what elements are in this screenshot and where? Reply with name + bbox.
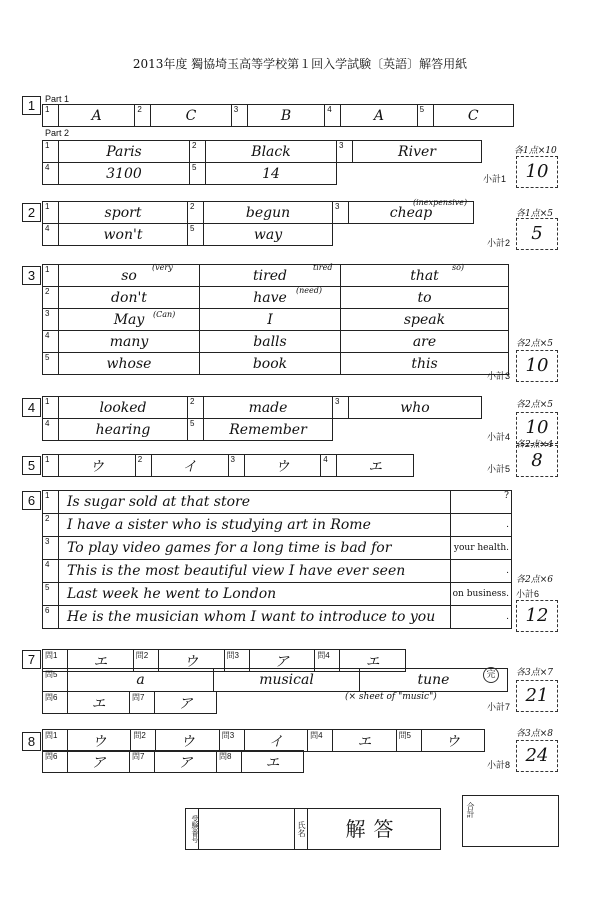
sentence-ending: . bbox=[451, 560, 512, 583]
answer-field[interactable]: I have a sister who is studying art in Rome bbox=[59, 514, 451, 537]
answer-field[interactable]: Black bbox=[206, 141, 337, 163]
item-number: 2 bbox=[135, 105, 151, 127]
answer-field[interactable]: hearing bbox=[59, 419, 188, 441]
item-number: 1 bbox=[43, 397, 59, 419]
answer-field[interactable]: cheap bbox=[349, 202, 474, 224]
question-label: 問1 bbox=[43, 650, 68, 672]
answer-field[interactable]: that bbox=[341, 265, 509, 287]
item-number: 3 bbox=[43, 309, 59, 331]
answer-field[interactable]: ウ bbox=[421, 730, 484, 752]
item-number: 3 bbox=[333, 202, 349, 224]
answer-field[interactable]: made bbox=[204, 397, 333, 419]
item-number: 3 bbox=[228, 455, 244, 477]
question-label: 問4 bbox=[308, 730, 333, 752]
item-number: 1 bbox=[43, 265, 59, 287]
answer-field[interactable]: way bbox=[204, 224, 333, 246]
exam-number-label: 受験番号 bbox=[186, 809, 199, 849]
question-label: 問2 bbox=[131, 730, 156, 752]
section-number: 1 bbox=[22, 96, 41, 115]
s1-part2-table bbox=[42, 140, 482, 185]
answer-field[interactable]: River bbox=[353, 141, 482, 163]
item-number: 3 bbox=[43, 537, 59, 560]
answer-field[interactable]: tired bbox=[200, 265, 341, 287]
alt-answer-note: (very bbox=[152, 263, 173, 272]
answer-field[interactable]: May bbox=[59, 309, 200, 331]
s8-row1-table bbox=[42, 729, 485, 752]
answer-field[interactable]: musical bbox=[214, 669, 360, 692]
score-rate: 各1点×10 bbox=[514, 146, 557, 156]
answer-field[interactable]: to bbox=[341, 287, 509, 309]
answer-field[interactable]: イ bbox=[244, 730, 307, 752]
answer-field[interactable]: ウ bbox=[156, 730, 219, 752]
sentence-ending: ? bbox=[451, 491, 512, 514]
total-box bbox=[462, 795, 559, 847]
candidate-info-box bbox=[185, 808, 441, 850]
name-field[interactable]: 解答 bbox=[345, 817, 402, 841]
s1-part1-table bbox=[42, 104, 514, 127]
answer-field[interactable]: a bbox=[68, 669, 214, 692]
alt-answer-note: (Can) bbox=[153, 310, 176, 319]
sentence-ending: your health. bbox=[451, 537, 512, 560]
item-number: 1 bbox=[43, 491, 59, 514]
item-number: 2 bbox=[43, 287, 59, 309]
question-label: 問3 bbox=[224, 650, 249, 672]
alt-answer-note: (inexpensive) bbox=[413, 198, 468, 207]
answer-field[interactable]: ア bbox=[155, 751, 217, 773]
section-number: 4 bbox=[22, 398, 41, 417]
question-label: 問1 bbox=[43, 730, 68, 752]
answer-field[interactable]: C bbox=[433, 105, 513, 127]
subtotal-label: 小計4 bbox=[487, 432, 511, 442]
answer-field[interactable]: ア bbox=[249, 650, 315, 672]
subtotal-label: 小計7 bbox=[487, 702, 511, 712]
item-number: 2 bbox=[43, 514, 59, 537]
question-label: 問8 bbox=[217, 751, 242, 773]
subtotal-label: 小計3 bbox=[487, 371, 511, 381]
score-rate: 各3点×7 bbox=[516, 668, 553, 678]
answer-field[interactable]: looked bbox=[59, 397, 188, 419]
answer-field[interactable]: エ bbox=[333, 730, 396, 752]
item-number: 1 bbox=[43, 455, 59, 477]
answer-field[interactable]: エ bbox=[340, 650, 406, 672]
s7-row3-table bbox=[42, 691, 217, 714]
item-number: 4 bbox=[43, 419, 59, 441]
subtotal-label: 小計8 bbox=[487, 760, 511, 770]
item-number: 1 bbox=[43, 141, 59, 163]
sentence-ending: . bbox=[451, 514, 512, 537]
s5-table bbox=[42, 454, 414, 477]
complete-answer-mark: 完 bbox=[483, 667, 499, 683]
total-label: 合計 bbox=[466, 802, 475, 818]
answer-field[interactable]: This is the most beautiful view I have ever seen bbox=[59, 560, 451, 583]
item-number: 2 bbox=[135, 455, 151, 477]
s4-table bbox=[42, 396, 482, 441]
item-number: 4 bbox=[43, 331, 59, 353]
subtotal-label: 小計2 bbox=[487, 238, 511, 248]
section-number: 5 bbox=[22, 456, 41, 475]
item-number: 4 bbox=[321, 455, 337, 477]
subtotal-score: 24 bbox=[516, 740, 558, 772]
item-number: 2 bbox=[188, 397, 204, 419]
answer-field[interactable]: ウ bbox=[68, 730, 131, 752]
answer-field[interactable]: C bbox=[151, 105, 231, 127]
answer-field[interactable]: whose bbox=[59, 353, 200, 375]
answer-field[interactable]: many bbox=[59, 331, 200, 353]
item-number: 4 bbox=[43, 224, 59, 246]
item-number: 5 bbox=[417, 105, 433, 127]
answer-field[interactable]: so bbox=[59, 265, 200, 287]
answer-field[interactable]: who bbox=[349, 397, 482, 419]
subtotal-score: 10 bbox=[516, 412, 558, 444]
answer-field[interactable]: have bbox=[200, 287, 341, 309]
section-number: 7 bbox=[22, 650, 41, 669]
question-label: 問4 bbox=[315, 650, 340, 672]
answer-field[interactable]: begun bbox=[204, 202, 333, 224]
answer-field[interactable]: 14 bbox=[206, 163, 337, 185]
item-number: 3 bbox=[231, 105, 247, 127]
answer-field[interactable]: ウ bbox=[158, 650, 224, 672]
subtotal-score: 8 bbox=[516, 445, 558, 477]
score-rate: 各2点×5 bbox=[516, 339, 553, 349]
s2-table bbox=[42, 201, 474, 246]
subtotal-score: 21 bbox=[516, 680, 558, 712]
subtotal-label: 小計1 bbox=[483, 174, 507, 184]
answer-field[interactable]: book bbox=[200, 353, 341, 375]
score-rate: 各3点×8 bbox=[516, 729, 553, 739]
answer-field[interactable]: エ bbox=[68, 650, 134, 672]
answer-field[interactable]: He is the musician whom I want to introduce to you bbox=[59, 606, 451, 629]
alt-answer-note: (need) bbox=[296, 286, 322, 295]
answer-field[interactable]: don't bbox=[59, 287, 200, 309]
question-label: 問3 bbox=[219, 730, 244, 752]
item-number: 5 bbox=[188, 224, 204, 246]
alt-answer-note: (× sheet of "music") bbox=[345, 692, 437, 702]
answer-field[interactable]: balls bbox=[200, 331, 341, 353]
subtotal-label: 小計5 bbox=[487, 464, 511, 474]
item-number: 4 bbox=[43, 163, 59, 185]
s8-row2-table bbox=[42, 750, 304, 773]
name-label: 氏名 bbox=[294, 809, 308, 849]
answer-field[interactable]: To play video games for a long time is bad for bbox=[59, 537, 451, 560]
question-label: 問7 bbox=[130, 751, 155, 773]
item-number: 5 bbox=[190, 163, 206, 185]
answer-field[interactable]: Remember bbox=[204, 419, 333, 441]
answer-field[interactable]: Last week he went to London bbox=[59, 583, 451, 606]
section-number: 8 bbox=[22, 732, 41, 751]
answer-field[interactable]: エ bbox=[337, 455, 414, 477]
item-number: 4 bbox=[325, 105, 341, 127]
answer-field[interactable]: speak bbox=[341, 309, 509, 331]
subtotal-label: 小計6 bbox=[516, 589, 540, 599]
part1-label: Part 1 bbox=[45, 94, 70, 104]
answer-field[interactable]: are bbox=[341, 331, 509, 353]
answer-field[interactable]: ウ bbox=[59, 455, 136, 477]
item-number: 1 bbox=[43, 202, 59, 224]
answer-field[interactable]: ア bbox=[68, 751, 130, 773]
answer-field[interactable]: B bbox=[247, 105, 325, 127]
question-label: 問6 bbox=[43, 751, 68, 773]
answer-field[interactable]: イ bbox=[151, 455, 228, 477]
question-label: 問7 bbox=[130, 692, 155, 714]
question-label: 問5 bbox=[396, 730, 421, 752]
answer-field[interactable]: エ bbox=[242, 751, 304, 773]
score-rate: 各1点×5 bbox=[516, 209, 553, 219]
answer-field[interactable]: 3100 bbox=[59, 163, 190, 185]
item-number: 4 bbox=[43, 560, 59, 583]
answer-field[interactable]: Is sugar sold at that store bbox=[59, 491, 451, 514]
question-label: 問5 bbox=[43, 669, 68, 692]
answer-field[interactable]: sport bbox=[59, 202, 188, 224]
score-rate: 各2点×4 bbox=[516, 440, 553, 450]
answer-field[interactable]: this bbox=[341, 353, 509, 375]
subtotal-score: 12 bbox=[516, 600, 558, 632]
item-number: 1 bbox=[43, 105, 59, 127]
s3-table bbox=[42, 264, 509, 375]
subtotal-score: 5 bbox=[516, 218, 558, 250]
answer-field[interactable]: tune bbox=[360, 669, 508, 692]
sentence-ending: on business. bbox=[451, 583, 512, 606]
item-number: 3 bbox=[337, 141, 353, 163]
answer-field[interactable]: Paris bbox=[59, 141, 190, 163]
sentence-ending: . bbox=[451, 606, 512, 629]
section-number: 2 bbox=[22, 203, 41, 222]
item-number: 3 bbox=[333, 397, 349, 419]
answer-field[interactable]: ウ bbox=[244, 455, 321, 477]
subtotal-score: 10 bbox=[516, 156, 558, 188]
answer-field[interactable]: won't bbox=[59, 224, 188, 246]
answer-field[interactable]: ア bbox=[155, 692, 217, 714]
answer-field[interactable]: A bbox=[59, 105, 135, 127]
score-rate: 各2点×5 bbox=[516, 400, 553, 410]
item-number: 2 bbox=[190, 141, 206, 163]
s7-q5-table bbox=[42, 668, 508, 692]
subtotal-score: 10 bbox=[516, 350, 558, 382]
page-title: 2013年度 獨協埼玉高等学校第１回入学試験〔英語〕解答用紙 bbox=[132, 57, 468, 71]
alt-answer-note: so) bbox=[452, 263, 465, 272]
section-number: 6 bbox=[22, 491, 41, 510]
question-label: 問2 bbox=[133, 650, 158, 672]
answer-field[interactable]: エ bbox=[68, 692, 130, 714]
answer-field[interactable]: I bbox=[200, 309, 341, 331]
alt-answer-note: tired bbox=[313, 263, 333, 272]
item-number: 5 bbox=[43, 353, 59, 375]
item-number: 5 bbox=[43, 583, 59, 606]
answer-field[interactable]: A bbox=[341, 105, 417, 127]
exam-number-field[interactable] bbox=[199, 809, 294, 849]
score-rate: 各2点×6 bbox=[516, 575, 553, 585]
question-label: 問6 bbox=[43, 692, 68, 714]
item-number: 2 bbox=[188, 202, 204, 224]
section-number: 3 bbox=[22, 266, 41, 285]
s6-table bbox=[42, 490, 512, 629]
item-number: 5 bbox=[188, 419, 204, 441]
part2-label: Part 2 bbox=[45, 128, 70, 138]
item-number: 6 bbox=[43, 606, 59, 629]
